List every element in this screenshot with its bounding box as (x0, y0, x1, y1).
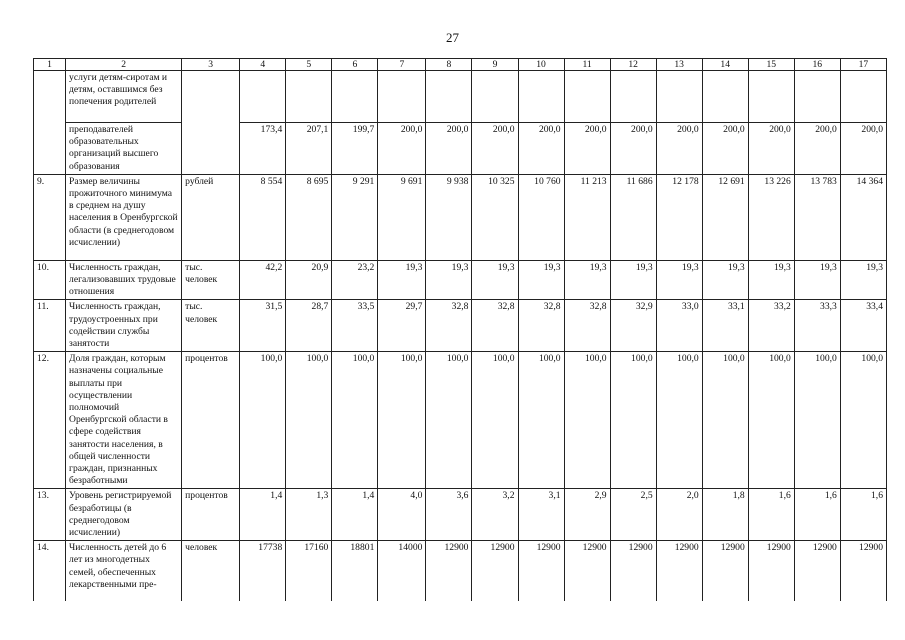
page-number: 27 (446, 30, 459, 45)
value-cell: 100,0 (240, 352, 286, 489)
column-header: 12 (610, 59, 656, 71)
table-row (34, 541, 887, 601)
value-cell: 173,4 (240, 123, 286, 175)
value-cell: 200,0 (702, 123, 748, 175)
table-row (34, 174, 887, 260)
value-cell (378, 71, 426, 123)
value-cell: 12900 (610, 541, 656, 601)
value-cell: 200,0 (610, 123, 656, 175)
value-cell (286, 71, 332, 123)
indicator-name: Численность детей до 6 лет из многодетных семей, обеспеченных лекарственными пре- (66, 541, 182, 601)
value-cell: 42,2 (240, 260, 286, 300)
value-cell: 2,5 (610, 489, 656, 541)
value-cell: 3,1 (518, 489, 564, 541)
value-cell: 4,0 (378, 489, 426, 541)
unit-cell: тыс. человек (182, 300, 240, 352)
row-index (34, 71, 66, 175)
value-cell: 19,3 (378, 260, 426, 300)
value-cell: 19,3 (794, 260, 840, 300)
value-cell: 19,3 (840, 260, 886, 300)
unit-cell: процентов (182, 352, 240, 489)
value-cell: 1,3 (286, 489, 332, 541)
column-header: 2 (66, 59, 182, 71)
value-cell: 2,0 (656, 489, 702, 541)
value-cell: 20,9 (286, 260, 332, 300)
value-cell (472, 71, 518, 123)
value-cell: 12900 (518, 541, 564, 601)
value-cell: 10 760 (518, 174, 564, 260)
indicator-name: услуги детям-сиротам и детям, оставшимся без попечения родителей (66, 71, 182, 123)
value-cell: 2,9 (564, 489, 610, 541)
table-row (34, 300, 887, 352)
row-index: 10. (34, 260, 66, 300)
value-cell: 9 938 (426, 174, 472, 260)
value-cell: 17738 (240, 541, 286, 601)
row-index: 9. (34, 174, 66, 260)
value-cell: 200,0 (748, 123, 794, 175)
value-cell: 13 226 (748, 174, 794, 260)
value-cell: 100,0 (426, 352, 472, 489)
value-cell (748, 71, 794, 123)
unit-cell: тыс. человек (182, 260, 240, 300)
value-cell: 10 325 (472, 174, 518, 260)
value-cell: 32,8 (518, 300, 564, 352)
value-cell (702, 71, 748, 123)
value-cell: 1,6 (794, 489, 840, 541)
value-cell: 100,0 (472, 352, 518, 489)
table-row (34, 489, 887, 541)
value-cell: 200,0 (564, 123, 610, 175)
value-cell: 200,0 (426, 123, 472, 175)
table-row (34, 260, 887, 300)
value-cell: 199,7 (332, 123, 378, 175)
value-cell: 11 213 (564, 174, 610, 260)
value-cell: 100,0 (564, 352, 610, 489)
value-cell: 33,0 (656, 300, 702, 352)
column-header: 13 (656, 59, 702, 71)
value-cell (564, 71, 610, 123)
value-cell: 33,3 (794, 300, 840, 352)
column-header: 17 (840, 59, 886, 71)
value-cell: 33,5 (332, 300, 378, 352)
indicator-name: преподавателей образовательных организаций высшего образования (66, 123, 182, 175)
value-cell: 207,1 (286, 123, 332, 175)
value-cell (656, 71, 702, 123)
column-header: 10 (518, 59, 564, 71)
value-cell: 32,8 (472, 300, 518, 352)
indicator-name: Численность граждан, трудоустроенных при содействии службы занятости (66, 300, 182, 352)
value-cell: 12900 (472, 541, 518, 601)
indicator-name: Размер величины прожиточного минимума в среднем на душу населения в Оренбургской области (в среднегодовом исчислении) (66, 174, 182, 260)
value-cell: 1,4 (332, 489, 378, 541)
value-cell: 19,3 (426, 260, 472, 300)
value-cell: 19,3 (518, 260, 564, 300)
column-header: 1 (34, 59, 66, 71)
value-cell: 12900 (656, 541, 702, 601)
row-index: 12. (34, 352, 66, 489)
value-cell: 100,0 (610, 352, 656, 489)
value-cell: 8 695 (286, 174, 332, 260)
value-cell: 19,3 (656, 260, 702, 300)
value-cell: 200,0 (472, 123, 518, 175)
column-header: 11 (564, 59, 610, 71)
value-cell (610, 71, 656, 123)
unit-cell: процентов (182, 489, 240, 541)
column-header: 9 (472, 59, 518, 71)
indicator-name: Численность граждан, легализовавших трудовые отношения (66, 260, 182, 300)
value-cell: 1,6 (748, 489, 794, 541)
column-header: 14 (702, 59, 748, 71)
value-cell: 200,0 (840, 123, 886, 175)
column-header: 4 (240, 59, 286, 71)
table-body (34, 59, 887, 601)
value-cell: 1,8 (702, 489, 748, 541)
value-cell: 19,3 (472, 260, 518, 300)
value-cell: 19,3 (610, 260, 656, 300)
value-cell: 31,5 (240, 300, 286, 352)
value-cell: 32,9 (610, 300, 656, 352)
value-cell (426, 71, 472, 123)
column-header: 3 (182, 59, 240, 71)
value-cell: 11 686 (610, 174, 656, 260)
value-cell: 3,2 (472, 489, 518, 541)
value-cell: 32,8 (426, 300, 472, 352)
value-cell: 12 178 (656, 174, 702, 260)
value-cell: 1,4 (240, 489, 286, 541)
value-cell (794, 71, 840, 123)
value-cell: 12900 (426, 541, 472, 601)
column-header: 8 (426, 59, 472, 71)
column-header: 5 (286, 59, 332, 71)
unit-cell: человек (182, 541, 240, 601)
value-cell: 8 554 (240, 174, 286, 260)
value-cell: 100,0 (332, 352, 378, 489)
value-cell: 18801 (332, 541, 378, 601)
value-cell: 29,7 (378, 300, 426, 352)
value-cell: 12900 (702, 541, 748, 601)
value-cell: 200,0 (378, 123, 426, 175)
value-cell: 19,3 (702, 260, 748, 300)
value-cell: 200,0 (656, 123, 702, 175)
value-cell: 13 783 (794, 174, 840, 260)
column-header: 15 (748, 59, 794, 71)
value-cell (240, 71, 286, 123)
value-cell: 12 691 (702, 174, 748, 260)
unit-cell: рублей (182, 174, 240, 260)
data-table (33, 58, 887, 601)
value-cell: 33,2 (748, 300, 794, 352)
value-cell: 100,0 (748, 352, 794, 489)
value-cell: 28,7 (286, 300, 332, 352)
column-header: 16 (794, 59, 840, 71)
value-cell: 12900 (748, 541, 794, 601)
row-index: 14. (34, 541, 66, 601)
value-cell: 12900 (794, 541, 840, 601)
value-cell (840, 71, 886, 123)
value-cell: 12900 (564, 541, 610, 601)
value-cell: 100,0 (286, 352, 332, 489)
value-cell: 17160 (286, 541, 332, 601)
table-row (34, 352, 887, 489)
value-cell (518, 71, 564, 123)
value-cell: 32,8 (564, 300, 610, 352)
column-header: 7 (378, 59, 426, 71)
value-cell: 14000 (378, 541, 426, 601)
value-cell: 100,0 (378, 352, 426, 489)
value-cell: 33,4 (840, 300, 886, 352)
value-cell: 100,0 (840, 352, 886, 489)
value-cell: 100,0 (702, 352, 748, 489)
value-cell: 23,2 (332, 260, 378, 300)
indicator-name: Доля граждан, которым назначены социальные выплаты при осуществлении полномочий Оренбургской области в сфере содействия занятости населения, в общей численности граждан, признанных безработными (66, 352, 182, 489)
value-cell: 33,1 (702, 300, 748, 352)
header-row (34, 59, 887, 71)
value-cell: 1,6 (840, 489, 886, 541)
row-index: 11. (34, 300, 66, 352)
value-cell: 100,0 (656, 352, 702, 489)
value-cell: 14 364 (840, 174, 886, 260)
column-header: 6 (332, 59, 378, 71)
value-cell: 100,0 (794, 352, 840, 489)
value-cell: 19,3 (748, 260, 794, 300)
value-cell: 100,0 (518, 352, 564, 489)
value-cell: 12900 (840, 541, 886, 601)
value-cell: 9 691 (378, 174, 426, 260)
value-cell: 19,3 (564, 260, 610, 300)
value-cell (332, 71, 378, 123)
value-cell: 200,0 (794, 123, 840, 175)
table-row (34, 123, 887, 175)
value-cell: 200,0 (518, 123, 564, 175)
indicator-name: Уровень регистрируемой безработицы (в среднегодовом исчислении) (66, 489, 182, 541)
row-index: 13. (34, 489, 66, 541)
value-cell: 9 291 (332, 174, 378, 260)
table-row (34, 71, 887, 123)
value-cell: 3,6 (426, 489, 472, 541)
unit-cell (182, 71, 240, 175)
